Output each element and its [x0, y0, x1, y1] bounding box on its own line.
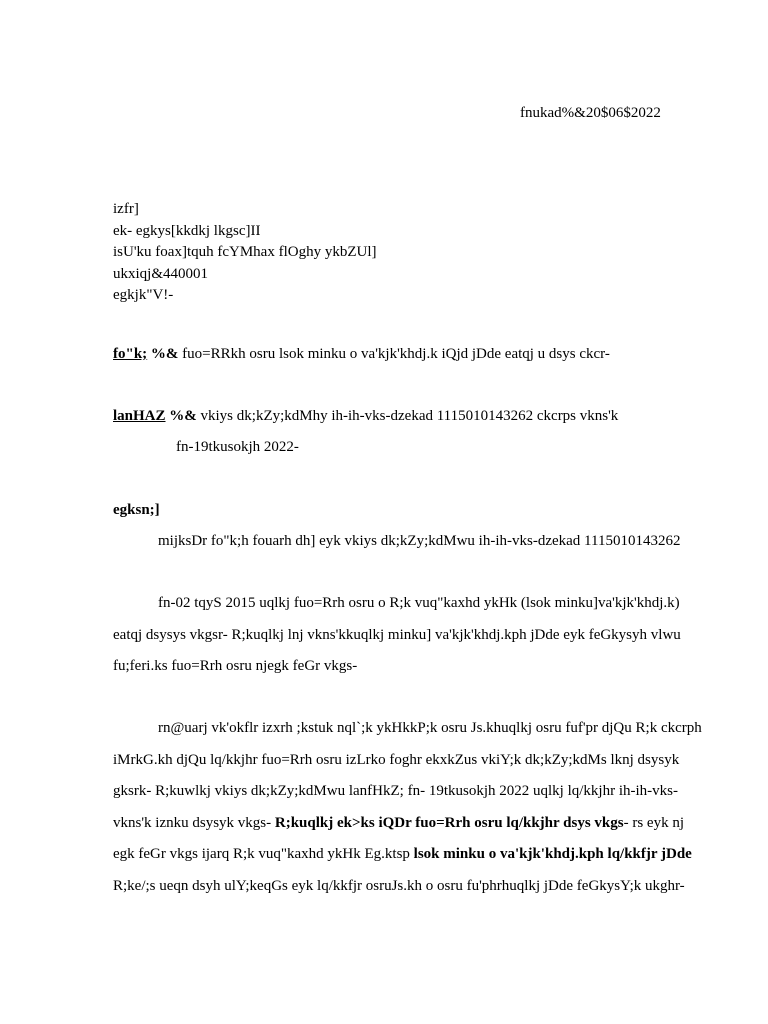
subject-separator: %&: [147, 346, 183, 362]
body-paragraph-2: fn-02 tqyS 2015 uqlkj fuo=Rrh osru o R;k vuq"kaxhd ykHk (lsok minku]va'kjk'khdj.k) eatqj dsysys vkgsr- R;kuqlkj lnj vkns'kkuqlkj minku] va'kjk'khdj.kph jDde eyk feGkysyh vlwu fu;feri.ks fuo=Rrh osru njegk feGr vkgs-: [113, 595, 681, 674]
salutation: egksn;]: [113, 502, 160, 518]
subject-line: [113, 346, 610, 363]
body-paragraph-3: [113, 713, 703, 902]
subject-label: fo"k;: [113, 346, 148, 362]
address-line: izfr]: [113, 201, 139, 217]
paragraph-bold-text: lsok minku o va'kjk'khdj.kph lq/kkfjr jDde: [409, 846, 692, 862]
address-line: ek- egkys[kkdkj lkgsc]II: [113, 222, 261, 239]
paragraph-text: rn@uarj vk'okflr izxrh ;kstuk nql`;k ykHkkP;k osru Js.khuqlkj osru fuf'pr djQu R;k ckcrph iMrkG.kh djQu lq/kkjhr fuo=Rrh osru izLrko foghr ekxkZus vkiY;k dk;kZy;kdMs lknj dsysyk gksrk- R;kuwlkj vkiys dk;kZy;kdMwu lanfHkZ; fn- 19tkusokjh 2022 uqlkj lq/kkjhr ih-ih-vks- vkns'k iznku dsysyk vkgs-: [113, 720, 702, 831]
body-paragraph-1: mijksDr fo"k;h fouarh dh] eyk vkiys dk;kZy;kdMwu ih-ih-vks-dzekad 1115010143262: [158, 533, 681, 549]
address-line: egkjk"V!-: [113, 287, 174, 303]
reference-text: vkiys dk;kZy;kdMhy ih-ih-vks-dzekad 1115010143262 ckcrps vkns'k: [200, 408, 619, 424]
paragraph-bold-text: R;kuqlkj ek>ks iQDr fuo=Rrh osru lq/kkjhr dsys vkgs: [271, 814, 624, 831]
paragraph-text: - rs eyk nj egk feGr vkgs ijarq R;k vuq"kaxhd ykHk Eg.ktsp: [113, 814, 685, 862]
reference-separator: %&: [165, 408, 201, 424]
address-line: isU'ku foax]tquh fcYMhax flOghy ykbZUl]: [113, 244, 377, 260]
subject-text: fuo=RRkh osru lsok minku o va'kjk'khdj.k iQjd jDde eatqj u dsys ckcr-: [182, 346, 610, 362]
reference-label: lanHAZ: [113, 408, 166, 424]
address-line: ukxiqj&440001: [113, 265, 209, 282]
reference-date: fn-19tkusokjh 2022-: [176, 439, 299, 455]
paragraph-text: R;ke/;s ueqn dsyh ulY;keqGs eyk lq/kkfjr osruJs.kh o osru fu'phrhuqlkj jDde feGkysY;k ukghr-: [113, 877, 685, 894]
recipient-address: [113, 199, 377, 307]
letter-date: fnukad%&20$06$2022: [520, 105, 661, 121]
reference-line: [113, 408, 618, 425]
